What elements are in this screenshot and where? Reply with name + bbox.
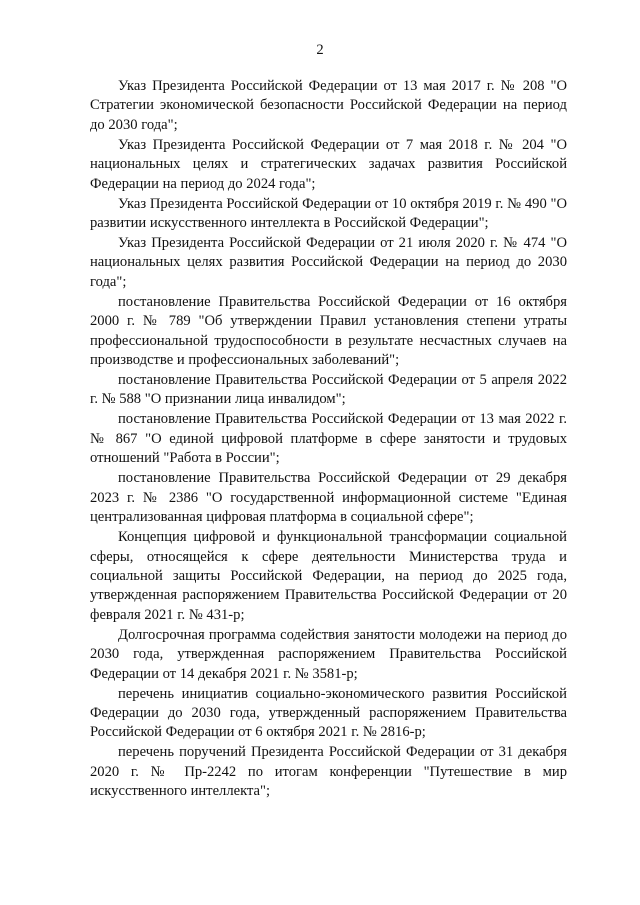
paragraph-resolution-2022-867: постановление Правительства Российской Федерации от 13 мая 2022 г. № 867 "О единой цифровой платформе в сфере занятости и трудовых отношений "Работа в России";	[90, 411, 567, 467]
paragraph-decree-2018-204: Указ Президента Российской Федерации от 7 мая 2018 г. № 204 "О национальных целях и стратегических задачах развития Российской Федерации на период до 2024 года";	[90, 136, 567, 192]
page-number: 2	[316, 42, 324, 58]
paragraph-resolution-2023-2386: постановление Правительства Российской Федерации от 29 декабря 2023 г. № 2386 "О государственной информационной системе "Единая централизованная цифровая платформа в социальной сфере";	[90, 470, 567, 526]
paragraph-instructions-2020-2242: перечень поручений Президента Российской Федерации от 31 декабря 2020 г. № Пр-2242 по итогам конференции "Путешествие в мир искусственного интеллекта";	[90, 744, 567, 800]
paragraph-decree-2020-474: Указ Президента Российской Федерации от 21 июля 2020 г. № 474 "О национальных целях развития Российской Федерации на период до 2030 года";	[90, 235, 567, 290]
paragraph-concept-2021-431: Концепция цифровой и функциональной трансформации социальной сферы, относящейся к сфере деятельности Министерства труда и социальной защиты Российской Федерации, на период до 2025 года, утвержденная распоряжением Правительства Российской Федерации от 20 февраля 2021 г. № 431-р;	[90, 529, 567, 623]
paragraph-program-2021-3581: Долгосрочная программа содействия занятости молодежи на период до 2030 года, утвержденная распоряжением Правительства Российской Федерации от 14 декабря 2021 г. № 3581-р;	[90, 626, 567, 682]
paragraph-resolution-2000-789: постановление Правительства Российской Федерации от 16 октября 2000 г. № 789 "Об утверждении Правил установления степени утраты профессиональной трудоспособности в результате несчастных случаев на производстве и профессиональных заболеваний";	[90, 293, 567, 369]
paragraph-resolution-2022-588: постановление Правительства Российской Федерации от 5 апреля 2022 г. № 588 "О признании лица инвалидом";	[90, 372, 567, 408]
paragraph-initiatives-2021-2816: перечень инициатив социально-экономического развития Российской Федерации до 2030 года, утвержденный распоряжением Правительства Российской Федерации от 6 октября 2021 г. № 2816-р;	[90, 685, 567, 741]
paragraph-decree-2019-490: Указ Президента Российской Федерации от 10 октября 2019 г. № 490 "О развитии искусственного интеллекта в Российской Федерации";	[90, 195, 567, 232]
document-body	[90, 77, 567, 802]
paragraph-decree-2017-208: Указ Президента Российской Федерации от 13 мая 2017 г. № 208 "О Стратегии экономической безопасности Российской Федерации на период до 2030 года";	[90, 78, 567, 133]
